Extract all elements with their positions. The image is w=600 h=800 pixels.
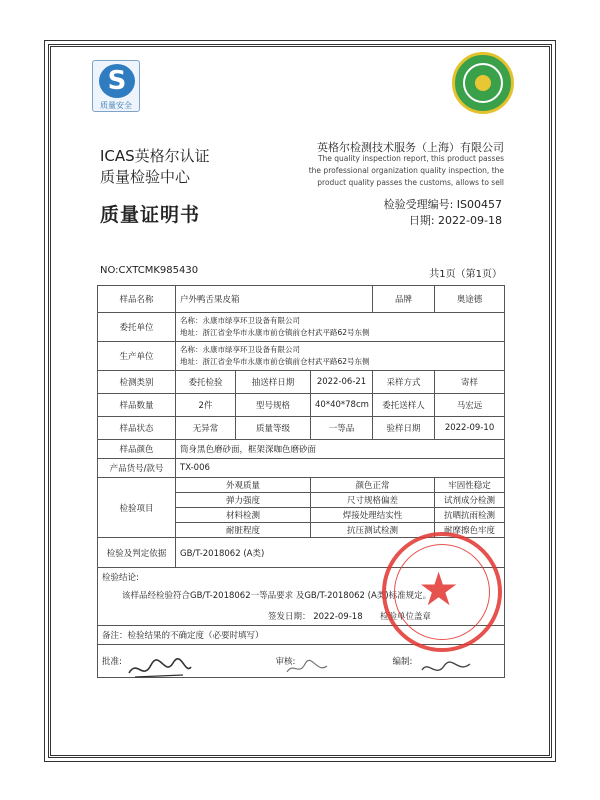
brand-value: 奥途德	[435, 286, 505, 313]
item-cell: 尺寸规格偏差	[311, 493, 435, 508]
sampling-method-label: 采样方式	[373, 371, 435, 394]
item-cell: 颜色正常	[311, 478, 435, 493]
client-name: 名称：永康市绿享环卫设备有限公司	[180, 316, 300, 325]
sample-state-value: 无异常	[176, 417, 236, 440]
check-date-value: 2022-09-10	[435, 417, 505, 440]
acceptance-date: 日期: 2022-09-18	[408, 214, 502, 227]
spec-label: 型号规格	[236, 394, 311, 417]
check-date-label: 验样日期	[373, 417, 435, 440]
item-cell: 外观质量	[176, 478, 311, 493]
reviewer-signature-icon	[283, 656, 331, 680]
color-value: 筒身黑色磨砂面，框架深咖色磨砂面	[176, 440, 505, 459]
org-title-line2: 质量检验中心	[100, 168, 191, 186]
org-title	[100, 146, 210, 188]
item-cell: 抗晒抗雨检测	[435, 508, 505, 523]
producer-address: 地址：浙江省金华市永康市前仓镇前仓村武平路62号东侧	[180, 357, 370, 366]
client-info	[176, 313, 505, 342]
company-name: 英格尔检测技术服务（上海）有限公司	[317, 141, 504, 154]
item-cell: 耐摩擦色牢度	[435, 523, 505, 538]
item-cell: 材料检测	[176, 508, 311, 523]
test-type-value: 委托检验	[176, 371, 236, 394]
model-value: TX-006	[176, 459, 505, 478]
item-cell: 焊接处理结实性	[311, 508, 435, 523]
color-label: 样品颜色	[98, 440, 176, 459]
producer-info	[176, 342, 505, 371]
client-label: 委托单位	[98, 313, 176, 342]
conclusion-block	[98, 562, 505, 626]
sampling-date-value: 2022-06-21	[311, 371, 373, 394]
sample-name-value: 户外鸭舌果皮箱	[176, 286, 373, 313]
review-label: 审核:	[275, 657, 296, 667]
spec-value: 40*40*78cm	[311, 394, 373, 417]
sender-value: 马宏远	[435, 394, 505, 417]
acceptance-number: 检验受理编号: IS00457	[383, 198, 502, 211]
page-info: 共1页（第1页）	[429, 269, 502, 280]
report-number: NO:CXTCMK985430	[100, 265, 199, 276]
qs-mark-icon: S	[99, 64, 135, 98]
quality-safety-logo	[92, 60, 140, 112]
acceptance-info	[384, 197, 502, 229]
client-address: 地址：浙江省金华市永康市前仓镇前仓村武平路62号东侧	[180, 328, 370, 337]
certificate-table	[97, 285, 505, 678]
grade-value: 一等品	[311, 417, 373, 440]
producer-name: 名称：永康市绿享环卫设备有限公司	[180, 345, 300, 354]
basis-label: 检验及判定依据	[98, 538, 176, 568]
company-english-note: The quality inspection report, this product passes the professional organization quality inspection, the product quality passes the customs, allows to sell	[308, 154, 504, 187]
item-cell: 弹力强度	[176, 493, 311, 508]
approver-signature-icon	[125, 655, 195, 683]
sender-label: 委托送样人	[373, 394, 435, 417]
logo-caption: 质量安全	[100, 101, 132, 110]
seal-caption: 检验单位盖章	[380, 612, 432, 622]
item-cell: 试剂成分检测	[435, 493, 505, 508]
org-title-line1: ICAS英格尔认证	[100, 147, 210, 165]
document-title: 质量证明书	[100, 204, 201, 226]
conclusion-text: 该样品经检验符合GB/T-2018062一等品要求 及GB/T-2018062 (A类)标准规定。	[122, 591, 432, 601]
brand-label: 品牌	[373, 286, 435, 313]
sampling-method-value: 寄样	[435, 371, 505, 394]
remark-row: 备注：检验结果的不确定度（必要时填写）	[98, 626, 505, 645]
model-label: 产品货号/款号	[98, 459, 176, 478]
sample-state-label: 样品状态	[98, 417, 176, 440]
grade-label: 质量等级	[236, 417, 311, 440]
certification-seal-icon	[452, 52, 514, 114]
item-cell: 抗压测试检测	[311, 523, 435, 538]
conclusion-label: 检验结论:	[102, 573, 139, 583]
sample-qty-value: 2件	[176, 394, 236, 417]
producer-label: 生产单位	[98, 342, 176, 371]
sample-name-label: 样品名称	[98, 286, 176, 313]
items-label: 检验项目	[98, 478, 176, 538]
item-cell: 牢固性稳定	[435, 478, 505, 493]
seal-star-icon: ★	[418, 562, 460, 616]
approve-label: 批准:	[102, 657, 122, 667]
sampling-date-label: 抽送样日期	[236, 371, 311, 394]
sample-qty-label: 样品数量	[98, 394, 176, 417]
issue-date: 签发日期： 2022-09-18	[268, 612, 363, 622]
test-type-label: 检测类别	[98, 371, 176, 394]
basis-value: GB/T-2018062 (A类)	[176, 538, 505, 568]
compile-label: 编制:	[392, 657, 413, 667]
compiler-signature-icon	[418, 656, 474, 680]
item-cell: 耐脏程度	[176, 523, 311, 538]
